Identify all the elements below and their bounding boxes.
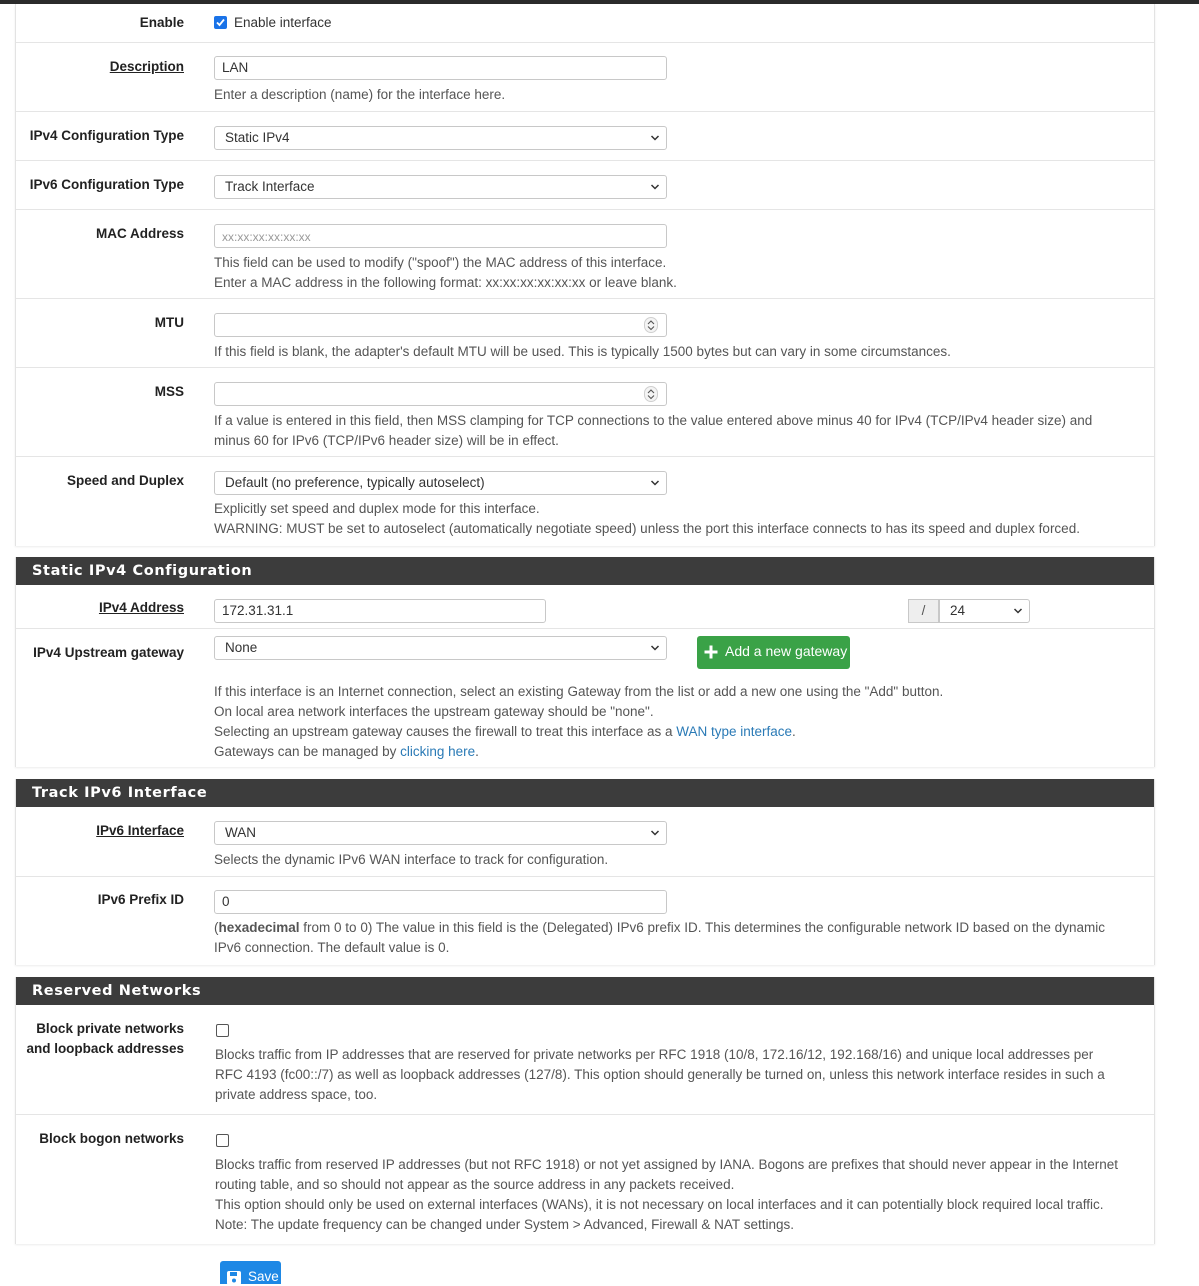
add-gateway-button[interactable] bbox=[697, 636, 850, 669]
gateway-help-3-end: . bbox=[792, 724, 796, 739]
chevron-down-icon bbox=[650, 476, 660, 490]
speed-help-2: WARNING: MUST be set to autoselect (automatically negotiate speed) unless the port this interface connects to has its speed and duplex forced. bbox=[214, 521, 1080, 536]
ipv6-interface-value: WAN bbox=[225, 825, 256, 840]
track-ipv6-panel bbox=[15, 779, 1155, 965]
clicking-here-link[interactable]: clicking here bbox=[400, 744, 476, 759]
save-button[interactable] bbox=[220, 1261, 281, 1284]
hexadecimal-text: hexadecimal bbox=[218, 920, 300, 935]
block-private-checkbox[interactable] bbox=[216, 1024, 229, 1037]
gateway-help-4-text: Gateways can be managed by bbox=[214, 744, 401, 759]
cidr-value: 24 bbox=[950, 603, 966, 618]
description-help: Enter a description (name) for the interface here. bbox=[214, 87, 506, 102]
checkmark-icon bbox=[215, 17, 226, 28]
mac-help-2: Enter a MAC address in the following format: xx:xx:xx:xx:xx:xx or leave blank. bbox=[214, 275, 677, 290]
cidr-select[interactable] bbox=[939, 599, 1030, 623]
description-label: Description bbox=[109, 59, 184, 74]
block-bogon-help-2: routing table, and so should not appear as the source address in any packets received. bbox=[215, 1177, 735, 1192]
mac-row bbox=[16, 210, 1154, 299]
ipv4-gateway-value: None bbox=[225, 640, 258, 655]
block-private-help-2: RFC 4193 (fc00::/7) as well as loopback addresses (127/8). This option should generally be turned on, unless this network interface resides in such a bbox=[215, 1067, 1105, 1082]
save-label: Save bbox=[248, 1269, 279, 1284]
speed-select[interactable] bbox=[214, 471, 667, 495]
speed-label: Speed and Duplex bbox=[66, 473, 184, 488]
block-bogon-help-1: Blocks traffic from reserved IP addresses (but not RFC 1918) or not yet assigned by IANA. Bogons are prefixes that should never appear in the Internet bbox=[215, 1157, 1118, 1172]
chevron-down-icon bbox=[1013, 604, 1023, 618]
ipv4-gateway-row bbox=[16, 629, 1154, 767]
description-row bbox=[16, 43, 1154, 112]
block-bogon-row bbox=[16, 1115, 1154, 1243]
ipv6-interface-label: IPv6 Interface bbox=[96, 823, 184, 838]
ipv6-prefix-help-1 bbox=[214, 918, 1105, 938]
enable-checkbox-group[interactable] bbox=[214, 15, 332, 30]
mss-input[interactable] bbox=[214, 382, 667, 406]
speed-value: Default (no preference, typically autoselect) bbox=[225, 475, 485, 490]
add-gateway-label: Add a new gateway bbox=[725, 643, 848, 659]
chevron-down-icon bbox=[650, 180, 660, 194]
speed-help-1: Explicitly set speed and duplex mode for this interface. bbox=[214, 501, 540, 516]
ipv4-gateway-label: IPv4 Upstream gateway bbox=[33, 645, 184, 660]
ipv4-type-label: IPv4 Configuration Type bbox=[29, 128, 184, 143]
static-ipv4-heading: Static IPv4 Configuration bbox=[16, 557, 1154, 585]
ipv4-type-row bbox=[16, 112, 1154, 161]
gateway-help-4-end: . bbox=[475, 744, 479, 759]
block-bogon-checkbox[interactable] bbox=[216, 1134, 229, 1147]
spinner-arrows-icon[interactable] bbox=[644, 317, 658, 333]
chevron-down-icon bbox=[650, 826, 660, 840]
enable-checkbox[interactable] bbox=[214, 16, 227, 29]
ipv6-interface-row bbox=[16, 807, 1154, 877]
ipv4-gateway-select[interactable] bbox=[214, 636, 667, 660]
description-input[interactable]: LAN bbox=[214, 56, 667, 80]
ipv4-type-value: Static IPv4 bbox=[225, 130, 290, 145]
ipv6-prefix-help-open: ( bbox=[214, 920, 219, 935]
mss-label: MSS bbox=[154, 384, 184, 399]
ipv6-interface-help: Selects the dynamic IPv6 WAN interface to track for configuration. bbox=[214, 852, 609, 867]
cidr-slash: / bbox=[908, 599, 939, 623]
plus-icon bbox=[703, 644, 719, 660]
track-ipv6-heading: Track IPv6 Interface bbox=[16, 779, 1154, 807]
general-config-panel bbox=[15, 4, 1155, 546]
mtu-help: If this field is blank, the adapter's default MTU will be used. This is typically 1500 bytes but can vary in some circumstances. bbox=[214, 344, 951, 359]
ipv6-type-label: IPv6 Configuration Type bbox=[29, 177, 184, 192]
spinner-arrows-icon[interactable] bbox=[644, 386, 658, 402]
block-private-help-3: private address space, too. bbox=[215, 1087, 378, 1102]
ipv4-address-label: IPv4 Address bbox=[98, 600, 184, 615]
mtu-label: MTU bbox=[154, 315, 184, 330]
ipv6-prefix-row bbox=[16, 877, 1154, 965]
block-private-help-1: Blocks traffic from IP addresses that are reserved for private networks per RFC 1918 (10/8, 172.16/12, 192.168/16) and unique local addresses per bbox=[215, 1047, 1094, 1062]
ipv6-type-row bbox=[16, 161, 1154, 210]
block-bogon-label: Block bogon networks bbox=[39, 1131, 184, 1146]
ipv6-prefix-help-rest: from 0 to 0) The value in this field is the (Delegated) IPv6 prefix ID. This determines the configurable network ID based on the dynamic bbox=[299, 920, 1105, 935]
ipv6-interface-select[interactable] bbox=[214, 821, 667, 845]
wan-type-interface-link[interactable]: WAN type interface bbox=[676, 724, 793, 739]
ipv4-address-row bbox=[16, 585, 1154, 629]
enable-checkbox-label: Enable interface bbox=[234, 15, 332, 30]
block-bogon-help-3: This option should only be used on external interfaces (WANs), it is not necessary on local interfaces and it can potentially block required local traffic. bbox=[215, 1197, 1104, 1212]
ipv6-type-value: Track Interface bbox=[225, 179, 315, 194]
ipv6-type-select[interactable] bbox=[214, 175, 667, 199]
gateway-help-1: If this interface is an Internet connection, select an existing Gateway from the list or add a new one using the "Add" button. bbox=[214, 684, 944, 699]
ipv6-prefix-help-2: IPv6 connection. The default value is 0. bbox=[214, 940, 450, 955]
chevron-down-icon bbox=[650, 641, 660, 655]
mss-row bbox=[16, 368, 1154, 457]
reserved-networks-panel bbox=[15, 977, 1155, 1244]
ipv4-type-select[interactable] bbox=[214, 126, 667, 150]
gateway-help-3 bbox=[214, 722, 796, 742]
block-private-label-2: and loopback addresses bbox=[26, 1041, 184, 1056]
ipv4-address-input[interactable]: 172.31.31.1 bbox=[214, 599, 546, 623]
reserved-networks-heading: Reserved Networks bbox=[16, 977, 1154, 1005]
mss-help-2: minus 60 for IPv6 (TCP/IPv6 header size) will be in effect. bbox=[214, 433, 559, 448]
mss-help-1: If a value is entered in this field, then MSS clamping for TCP connections to the value entered above minus 40 for IPv4 (TCP/IPv4 header size) and bbox=[214, 413, 1093, 428]
mtu-row bbox=[16, 299, 1154, 368]
block-private-row bbox=[16, 1005, 1154, 1115]
block-bogon-help-4: Note: The update frequency can be changed under System > Advanced, Firewall & NAT settings. bbox=[215, 1217, 794, 1232]
mac-help-1: This field can be used to modify ("spoof") the MAC address of this interface. bbox=[214, 255, 667, 270]
mac-label: MAC Address bbox=[95, 226, 184, 241]
mac-input[interactable]: xx:xx:xx:xx:xx:xx bbox=[214, 224, 667, 248]
gateway-help-3-text: Selecting an upstream gateway causes the firewall to treat this interface as a bbox=[214, 724, 677, 739]
enable-row bbox=[16, 4, 1154, 43]
gateway-help-2: On local area network interfaces the upstream gateway should be "none". bbox=[214, 704, 654, 719]
block-private-label-1: Block private networks bbox=[36, 1021, 184, 1036]
ipv6-prefix-input[interactable]: 0 bbox=[214, 890, 667, 914]
static-ipv4-panel bbox=[15, 557, 1155, 767]
ipv6-prefix-label: IPv6 Prefix ID bbox=[97, 892, 184, 907]
chevron-down-icon bbox=[650, 131, 660, 145]
mtu-input[interactable] bbox=[214, 313, 667, 337]
gateway-help-4 bbox=[214, 742, 479, 762]
speed-row bbox=[16, 457, 1154, 546]
enable-label: Enable bbox=[139, 15, 184, 30]
